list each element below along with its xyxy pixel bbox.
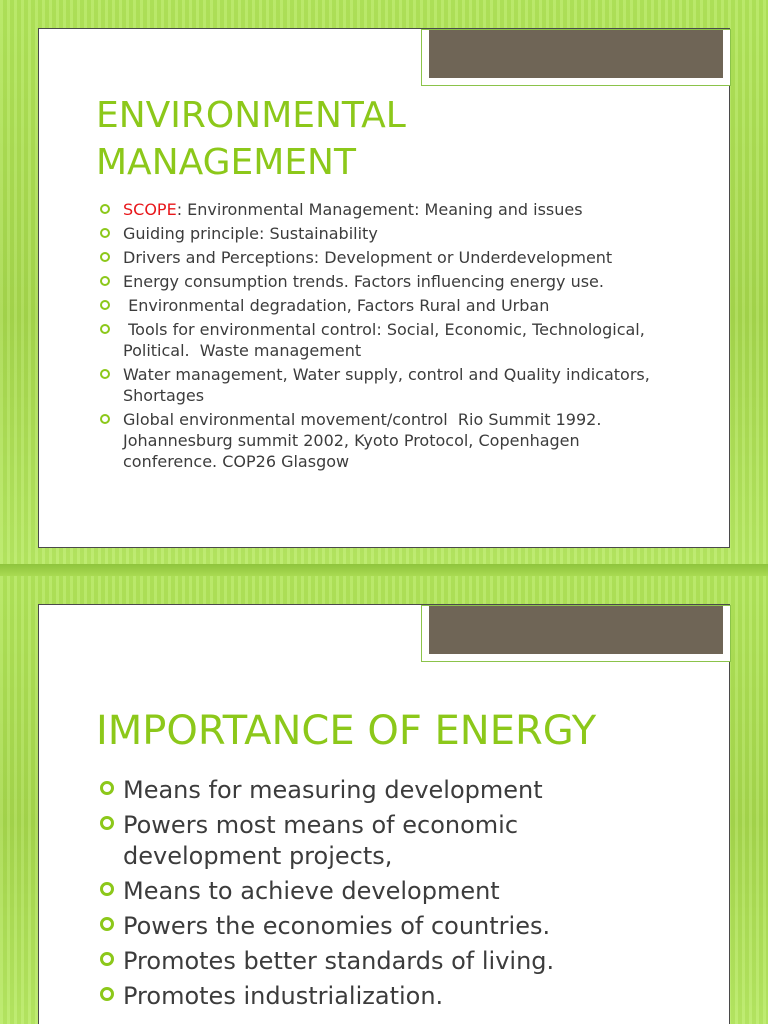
bullet-text: Promotes industrialization. xyxy=(123,982,444,1010)
list-item xyxy=(100,199,660,220)
list-item xyxy=(100,247,660,268)
bullet-text: Means for measuring development xyxy=(123,776,543,804)
bullet-text: Environmental degradation, Factors Rural and Urban xyxy=(123,296,550,315)
list-item xyxy=(100,876,660,907)
list-item xyxy=(100,911,660,942)
slide-2-title: IMPORTANCE OF ENERGY xyxy=(96,708,597,754)
bullet-text: Tools for environmental control: Social, Economic, Technological, Political. Waste management xyxy=(123,320,650,360)
scope-label: SCOPE xyxy=(123,200,177,219)
list-item xyxy=(100,810,660,872)
bullet-icon xyxy=(100,987,114,1001)
slide-2 xyxy=(0,576,768,1024)
slide-2-header-tab xyxy=(421,605,731,662)
list-item xyxy=(100,775,660,806)
list-item xyxy=(100,364,660,406)
bullet-icon xyxy=(100,952,114,966)
bullet-icon xyxy=(100,276,110,286)
bullet-text: Guiding principle: Sustainability xyxy=(123,224,378,243)
list-item xyxy=(100,946,660,977)
bullet-icon xyxy=(100,369,110,379)
bullet-text: Water management, Water supply, control and Quality indicators, Shortages xyxy=(123,365,661,405)
list-item xyxy=(100,295,660,316)
slide-1-title: ENVIRONMENTAL MANAGEMENT xyxy=(96,95,406,183)
bullet-text: Powers most means of economic development projects, xyxy=(123,811,519,870)
bullet-icon xyxy=(100,917,114,931)
bullet-icon xyxy=(100,204,110,214)
bullet-text: Global environmental movement/control Rio Summit 1992. Johannesburg summit 2002, Kyoto Protocol, Copenhagen conference. COP26 Glasgow xyxy=(123,410,607,471)
slide-separator xyxy=(0,564,768,576)
list-item xyxy=(100,409,660,472)
list-item xyxy=(100,319,660,361)
bullet-icon xyxy=(100,252,110,262)
slide-2-bullet-list xyxy=(100,775,660,1016)
bullet-icon xyxy=(100,414,110,424)
bullet-icon xyxy=(100,324,110,334)
slide-1-header-tab xyxy=(421,29,731,86)
list-item xyxy=(100,223,660,244)
bullet-icon xyxy=(100,228,110,238)
bullet-icon xyxy=(100,816,114,830)
bullet-text: Powers the economies of countries. xyxy=(123,912,551,940)
bullet-text: Means to achieve development xyxy=(123,877,500,905)
bullet-text: Drivers and Perceptions: Development or Underdevelopment xyxy=(123,248,613,267)
list-item xyxy=(100,271,660,292)
scope-text: : Environmental Management: Meaning and issues xyxy=(176,200,583,219)
list-item xyxy=(100,981,660,1012)
slide-1-bullet-list xyxy=(100,199,660,475)
bullet-icon xyxy=(100,882,114,896)
bullet-icon xyxy=(100,300,110,310)
bullet-icon xyxy=(100,781,114,795)
bullet-text: Energy consumption trends. Factors influencing energy use. xyxy=(123,272,604,291)
bullet-text: Promotes better standards of living. xyxy=(123,947,555,975)
